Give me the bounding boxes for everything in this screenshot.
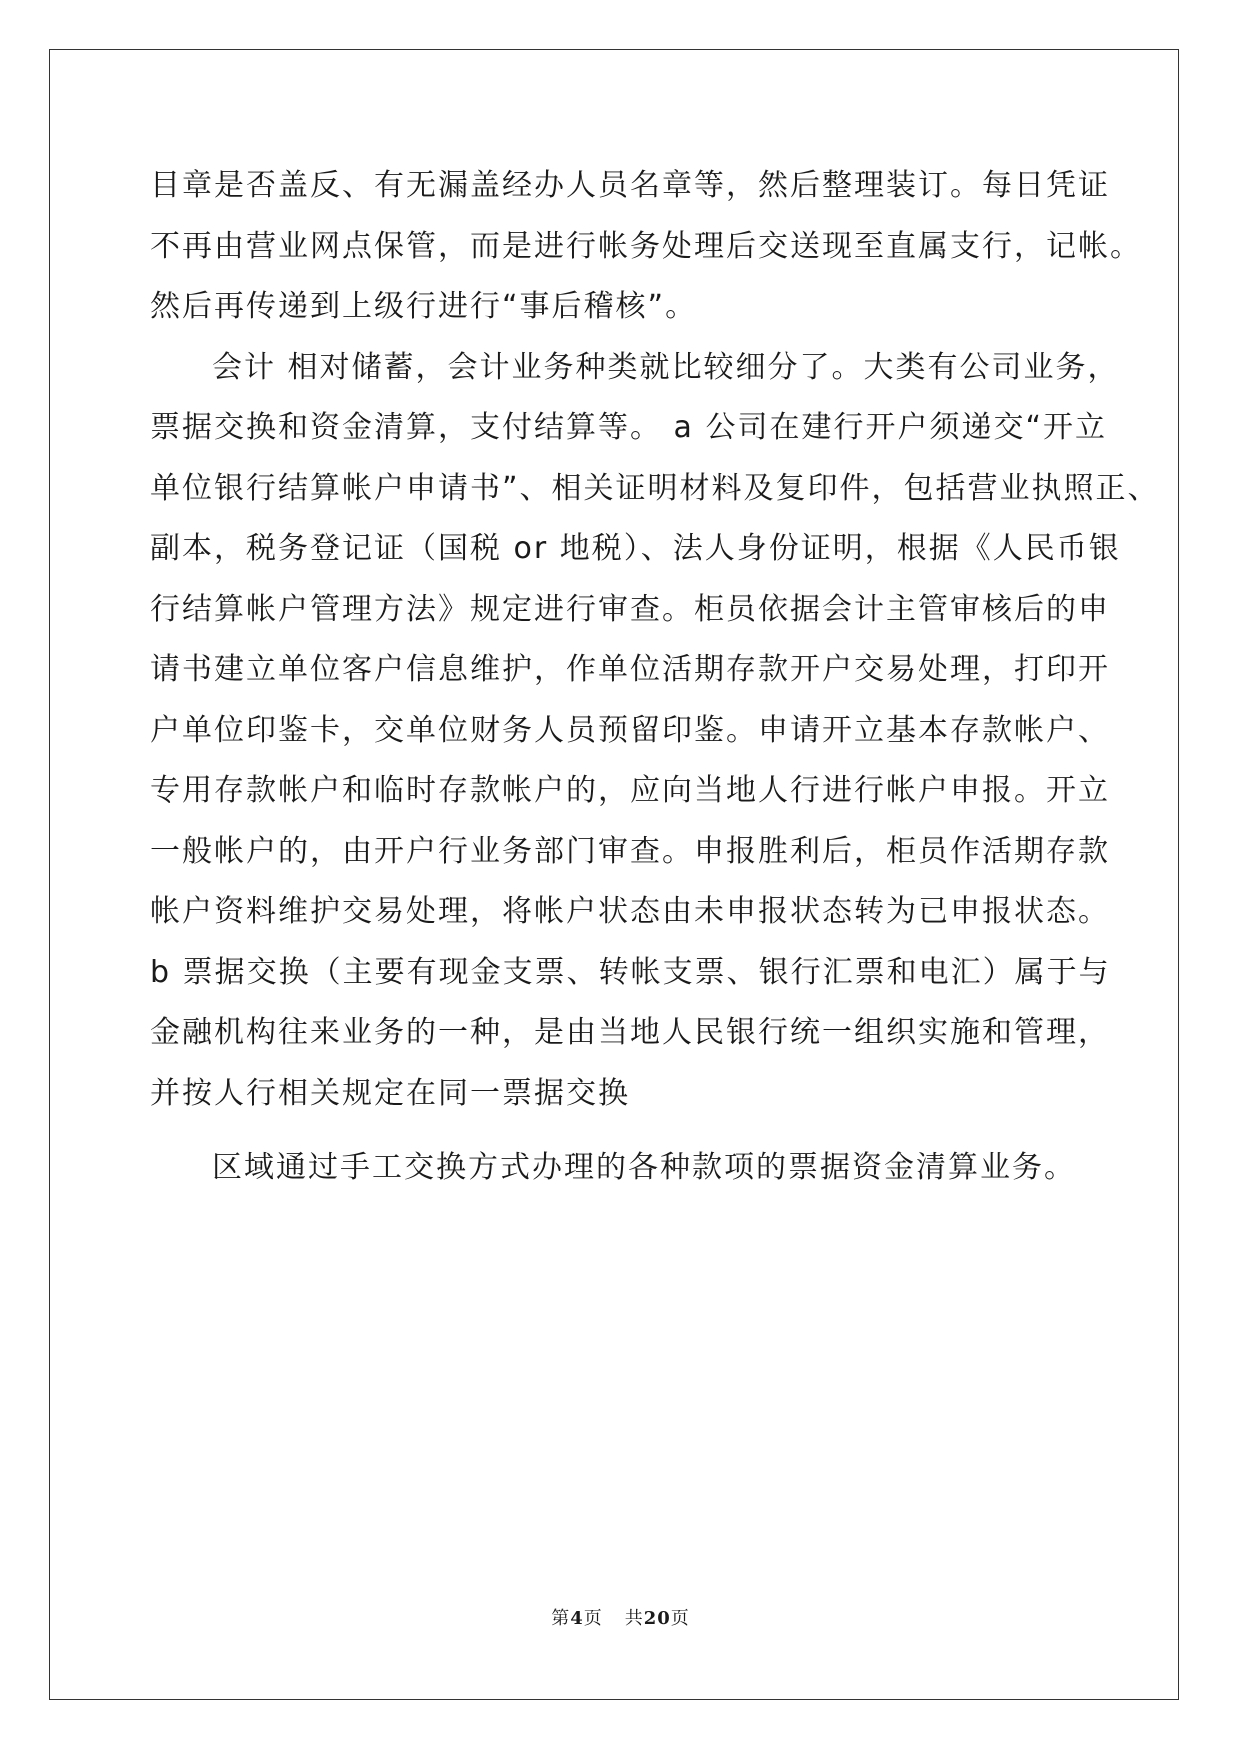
paragraph-start-line: 区域通过手工交换方式办理的各种款项的票据资金清算业务。 xyxy=(212,1150,1076,1185)
text-line: 金融机构往来业务的一种，是由当地人民银行统一组织实施和管理， xyxy=(150,1015,1110,1050)
paragraph-start-line: 会计 相对储蓄，会计业务种类就比较细分了。大类有公司业务， xyxy=(212,349,1120,385)
page-prefix: 第 xyxy=(551,1608,571,1629)
total-pages: 20 xyxy=(643,1608,671,1629)
text-line: 目章是否盖反、有无漏盖经办人员名章等，然后整理装订。每日凭证 xyxy=(150,168,1110,203)
text-line: 副本，税务登记证（国税 or 地税）、法人身份证明，根据《人民币银 xyxy=(150,531,1121,566)
text-line: 请书建立单位客户信息维护，作单位活期存款开户交易处理，打印开 xyxy=(150,652,1110,687)
text-line: b 票据交换（主要有现金支票、转帐支票、银行汇票和电汇）属于与 xyxy=(150,954,1111,990)
text-line: 单位银行结算帐户申请书”、相关证明材料及复印件，包括营业执照正、 xyxy=(150,470,1160,506)
text-line: 然后再传递到上级行进行“事后稽核”。 xyxy=(150,289,698,324)
text-line: 帐户资料维护交易处理，将帐户状态由未申报状态转为已申报状态。 xyxy=(150,894,1110,929)
text-line: 不再由营业网点保管，而是进行帐务处理后交送现至直属支行，记帐。 xyxy=(150,228,1142,264)
text-line: 行结算帐户管理方法》规定进行审查。柜员依据会计主管审核后的申 xyxy=(150,591,1110,627)
document-body xyxy=(150,164,1160,1207)
total-suffix: 页 xyxy=(670,1608,690,1629)
text-line: 户单位印鉴卡，交单位财务人员预留印鉴。申请开立基本存款帐户、 xyxy=(150,712,1110,748)
page-suffix: 页 xyxy=(583,1608,603,1629)
page-footer xyxy=(0,1604,1241,1630)
total-prefix: 共 xyxy=(624,1608,644,1629)
text-line: 票据交换和资金清算，支付结算等。 a 公司在建行开户须递交“开立 xyxy=(150,410,1107,445)
text-line: 并按人行相关规定在同一票据交换 xyxy=(150,1075,630,1111)
page-number: 4 xyxy=(570,1608,584,1629)
text-line: 一般帐户的，由开户行业务部门审查。申报胜利后，柜员作活期存款 xyxy=(150,833,1110,869)
text-line: 专用存款帐户和临时存款帐户的，应向当地人行进行帐户申报。开立 xyxy=(150,773,1110,808)
